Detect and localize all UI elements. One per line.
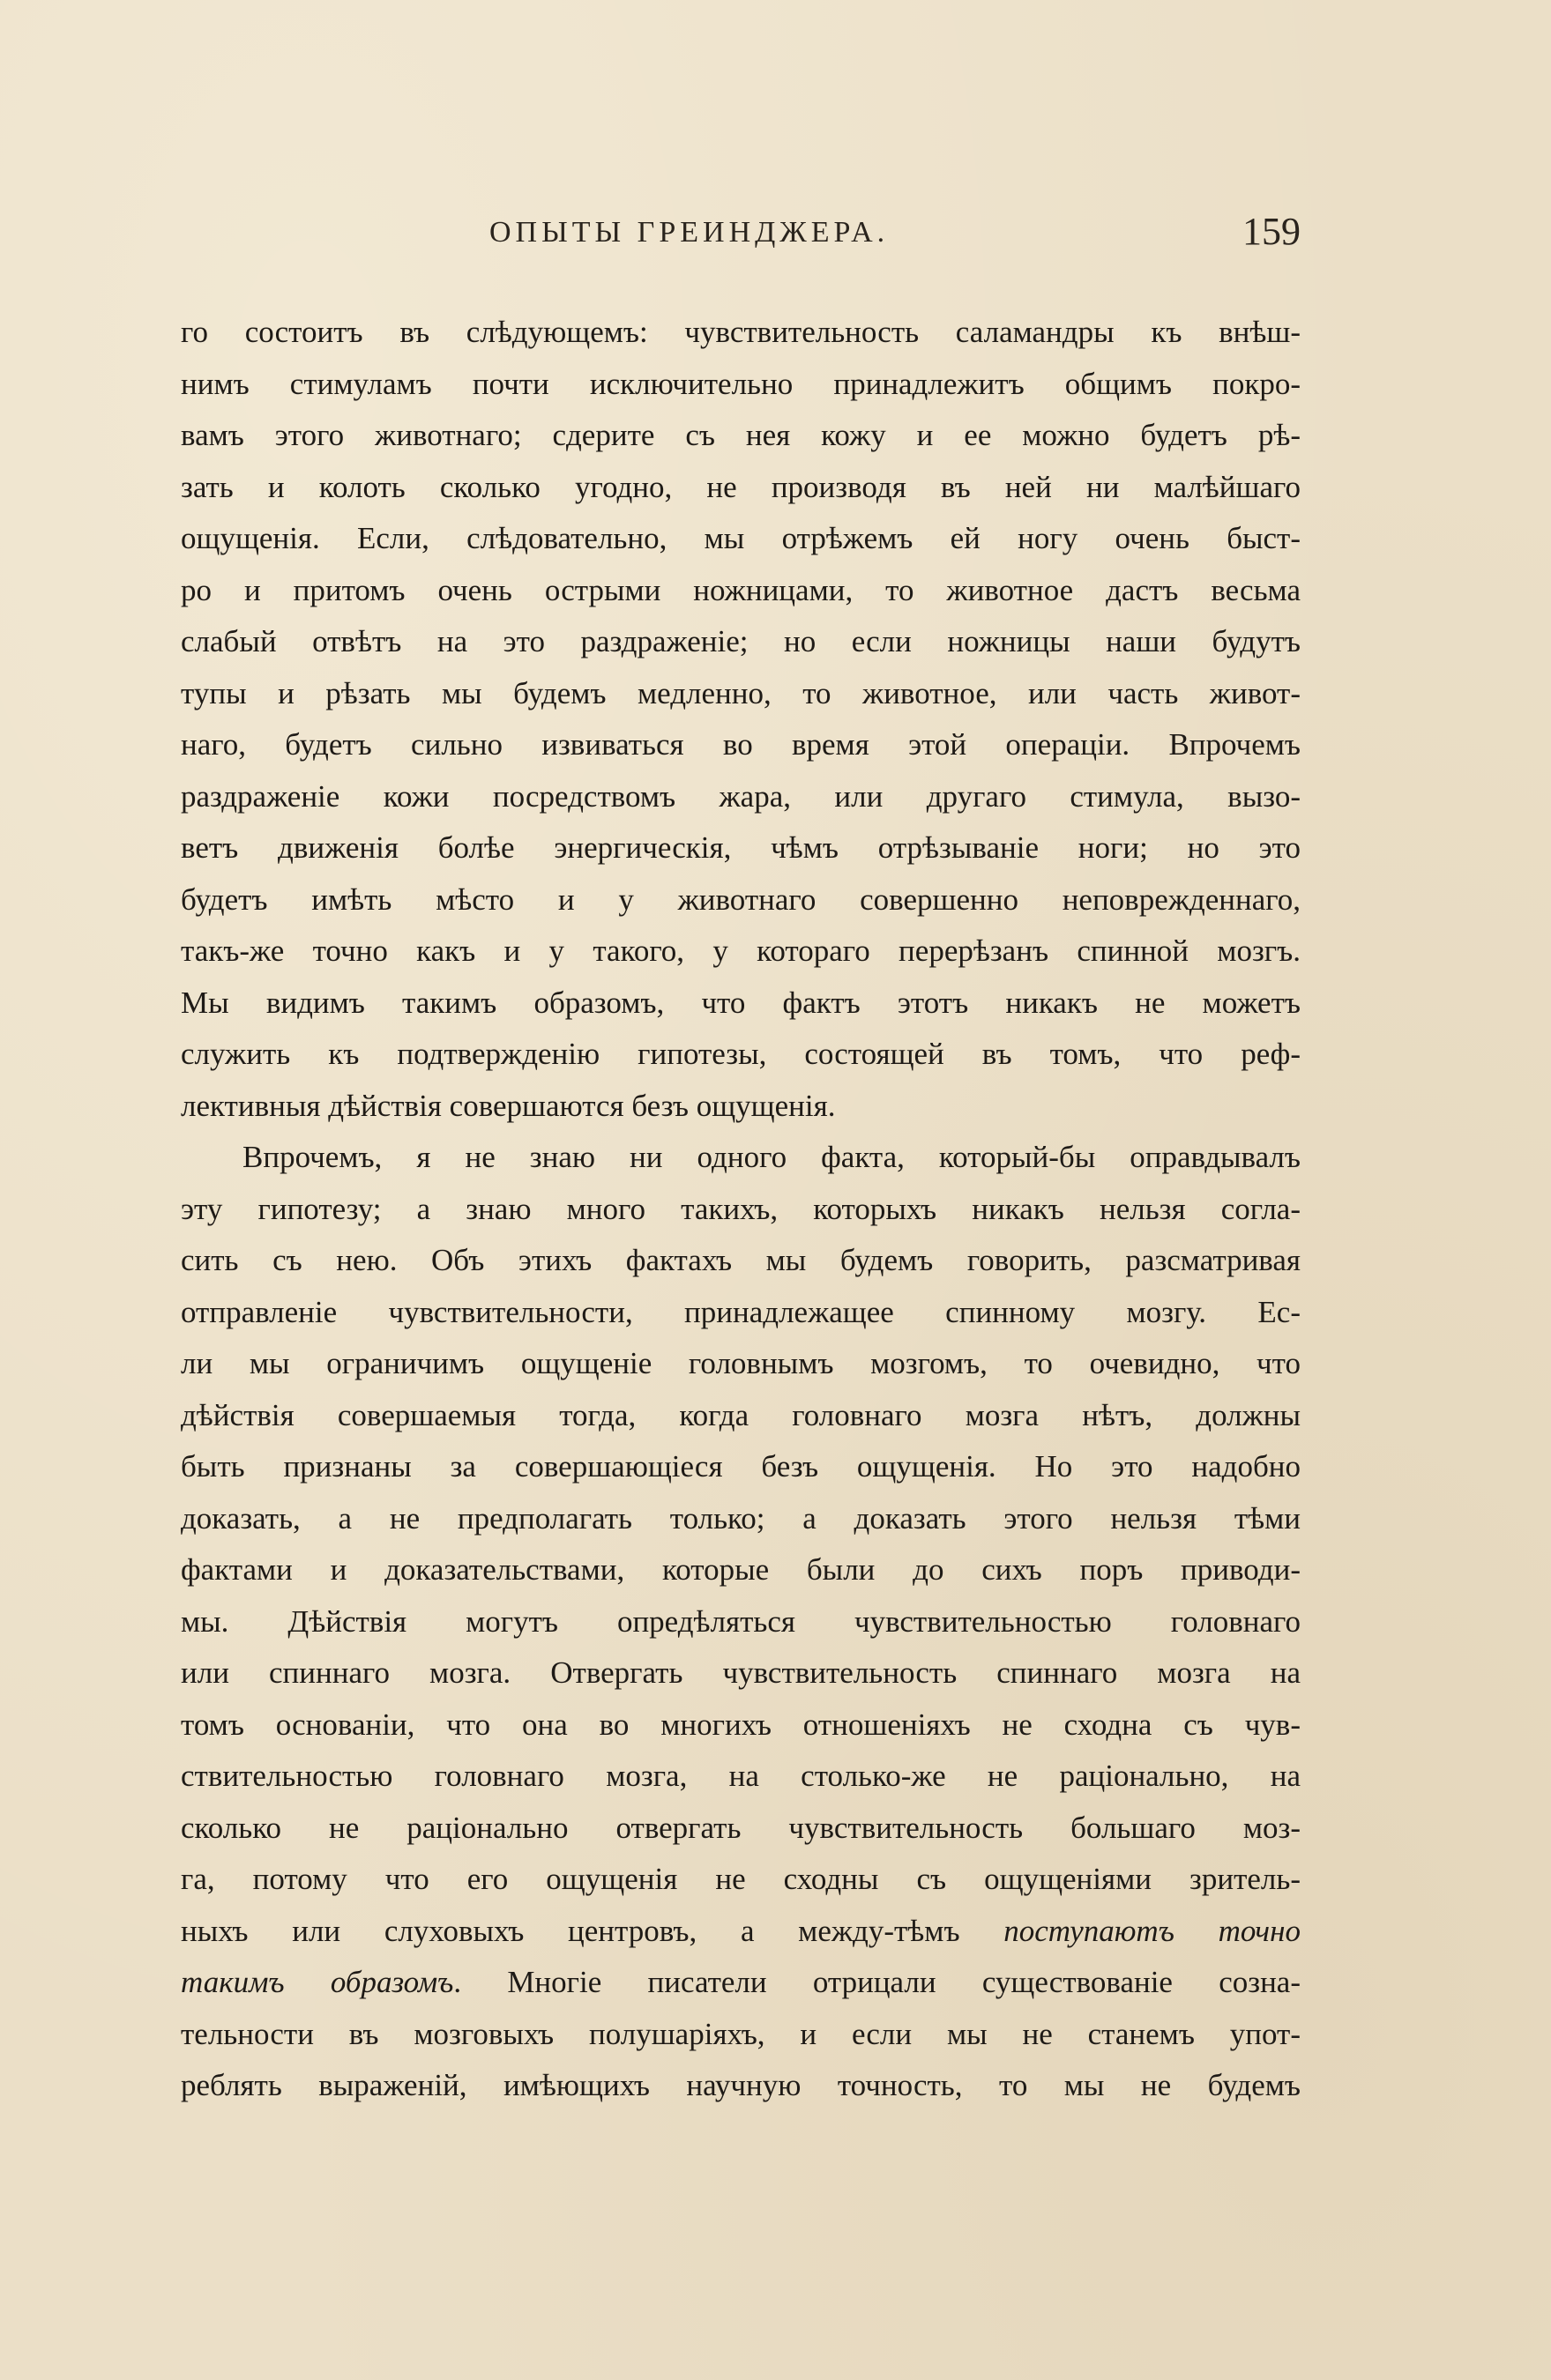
text-line — [181, 410, 1301, 462]
text-segment: дѣйствія совершаемыя тогда, когда головнаго мозга нѣтъ, должны — [181, 1397, 1301, 1432]
body-text — [181, 307, 1301, 2112]
text-segment: зать и колоть сколько угодно, не производя въ ней ни малѣйшаго — [181, 469, 1301, 504]
page-header — [181, 210, 1301, 260]
text-segment: ветъ движенія болѣе энергическія, чѣмъ отрѣзываніе ноги; но это — [181, 830, 1301, 865]
text-line — [181, 1441, 1301, 1493]
text-line — [181, 1596, 1301, 1648]
text-line — [181, 1184, 1301, 1236]
text-line — [181, 1544, 1301, 1596]
text-segment: Впрочемъ, я не знаю ни одного факта, который-бы оправдывалъ — [242, 1140, 1301, 1174]
text-segment: томъ основаніи, что она во многихъ отношеніяхъ не сходна съ чув- — [181, 1707, 1301, 1742]
text-segment: . Многіе писатели отрицали существованіе созна- — [453, 1965, 1301, 1999]
text-segment: ствительностью головнаго мозга, на столько-же не раціонально, на — [181, 1759, 1301, 1793]
text-segment: будетъ имѣть мѣсто и у животнаго совершенно неповрежденнаго, — [181, 881, 1301, 917]
text-line — [181, 2060, 1301, 2112]
text-segment: эту гипотезу; а знаю много такихъ, которыхъ никакъ нельзя согла- — [181, 1191, 1301, 1226]
text-segment: доказать, а не предполагать только; а доказать этого нельзя тѣми — [181, 1500, 1301, 1536]
text-line — [181, 565, 1301, 617]
paragraph — [181, 307, 1301, 1132]
text-line — [181, 668, 1301, 720]
page-number: 159 — [1242, 210, 1301, 253]
text-line — [181, 1854, 1301, 1906]
text-segment: нимъ стимуламъ почти исключительно принадлежитъ общимъ покро- — [181, 366, 1301, 401]
text-segment: раздраженіе кожи посредствомъ жара, или другаго стимула, вызо- — [181, 778, 1301, 814]
text-segment: ли мы ограничимъ ощущеніе головнымъ мозгомъ, то очевидно, что — [181, 1346, 1301, 1380]
text-line — [181, 719, 1301, 771]
text-line — [181, 616, 1301, 668]
text-line — [181, 1699, 1301, 1752]
text-segment: быть признаны за совершающіеся безъ ощущенія. Но это надобно — [181, 1449, 1301, 1484]
text-line — [181, 1338, 1301, 1390]
text-line — [181, 1751, 1301, 1803]
text-segment: вамъ этого животнаго; сдерите съ нея кожу и ее можно будетъ рѣ- — [181, 418, 1301, 452]
text-segment: ощущенія. Если, слѣдовательно, мы отрѣжемъ ей ногу очень быст- — [181, 521, 1301, 555]
text-segment: сить съ нею. Объ этихъ фактахъ мы будемъ говорить, разсматривая — [181, 1243, 1301, 1277]
text-line — [181, 2009, 1301, 2061]
text-segment: ро и притомъ очень острыми ножницами, то животное дастъ весьма — [181, 572, 1301, 607]
text-line — [181, 822, 1301, 874]
text-line — [181, 978, 1301, 1030]
text-line — [181, 462, 1301, 514]
text-segment: служить къ подтвержденію гипотезы, состоящей въ томъ, что реф- — [181, 1037, 1301, 1071]
text-segment: отправленіе чувствительности, принадлежащее спинному мозгу. Ес- — [181, 1294, 1301, 1329]
text-line — [181, 1287, 1301, 1339]
text-segment: фактами и доказательствами, которые были до сихъ поръ приводи- — [181, 1552, 1301, 1587]
text-segment: реблять выраженій, имѣющихъ научную точность, то мы не будемъ — [181, 2068, 1301, 2102]
text-line — [181, 1647, 1301, 1699]
text-segment: го состоитъ въ слѣдующемъ: чувствительность саламандры къ внѣш- — [181, 315, 1301, 349]
text-line — [181, 1493, 1301, 1545]
text-line — [181, 1081, 1301, 1133]
text-line — [181, 307, 1301, 359]
text-line — [181, 926, 1301, 978]
running-head: ОПЫТЫ ГРЕИНДЖЕРА. — [489, 216, 890, 249]
text-segment: лективныя дѣйствія совершаются безъ ощущенія. — [181, 1088, 836, 1123]
text-line — [181, 1906, 1301, 1958]
text-line — [181, 1803, 1301, 1855]
text-segment: ныхъ или слуховыхъ центровъ, а между-тѣмъ — [181, 1913, 1004, 1948]
text-segment: такъ-же точно какъ и у такого, у котораго перерѣзанъ спинной мозгъ. — [181, 933, 1301, 968]
text-line — [181, 513, 1301, 565]
text-segment: мы. Дѣйствія могутъ опредѣляться чувствительностью головнаго — [181, 1603, 1301, 1639]
text-line — [181, 771, 1301, 823]
text-line — [181, 1029, 1301, 1081]
paragraph — [181, 1132, 1301, 2112]
text-segment: га, потому что его ощущенія не сходны съ ощущеніями зритель- — [181, 1862, 1301, 1896]
text-line — [181, 1390, 1301, 1442]
italic-text: такимъ образомъ — [181, 1965, 454, 1999]
text-line — [181, 1957, 1301, 2009]
text-line — [181, 1235, 1301, 1287]
text-line — [181, 1132, 1301, 1184]
italic-text: поступаютъ точно — [1003, 1913, 1301, 1948]
text-segment: тельности въ мозговыхъ полушаріяхъ, и если мы не станемъ упот- — [181, 2016, 1301, 2051]
text-line — [181, 874, 1301, 926]
text-segment: слабый отвѣтъ на это раздраженіе; но если ножницы наши будутъ — [181, 624, 1301, 658]
text-segment: сколько не раціонально отвергать чувствительность большаго моз- — [181, 1810, 1301, 1845]
text-segment: наго, будетъ сильно извиваться во время этой операціи. Впрочемъ — [181, 727, 1301, 762]
text-segment: Мы видимъ такимъ образомъ, что фактъ этотъ никакъ не можетъ — [181, 985, 1301, 1020]
text-line — [181, 359, 1301, 411]
text-segment: или спиннаго мозга. Отвергать чувствительность спиннаго мозга на — [181, 1655, 1301, 1690]
text-segment: тупы и рѣзать мы будемъ медленно, то животное, или часть живот- — [181, 675, 1301, 710]
